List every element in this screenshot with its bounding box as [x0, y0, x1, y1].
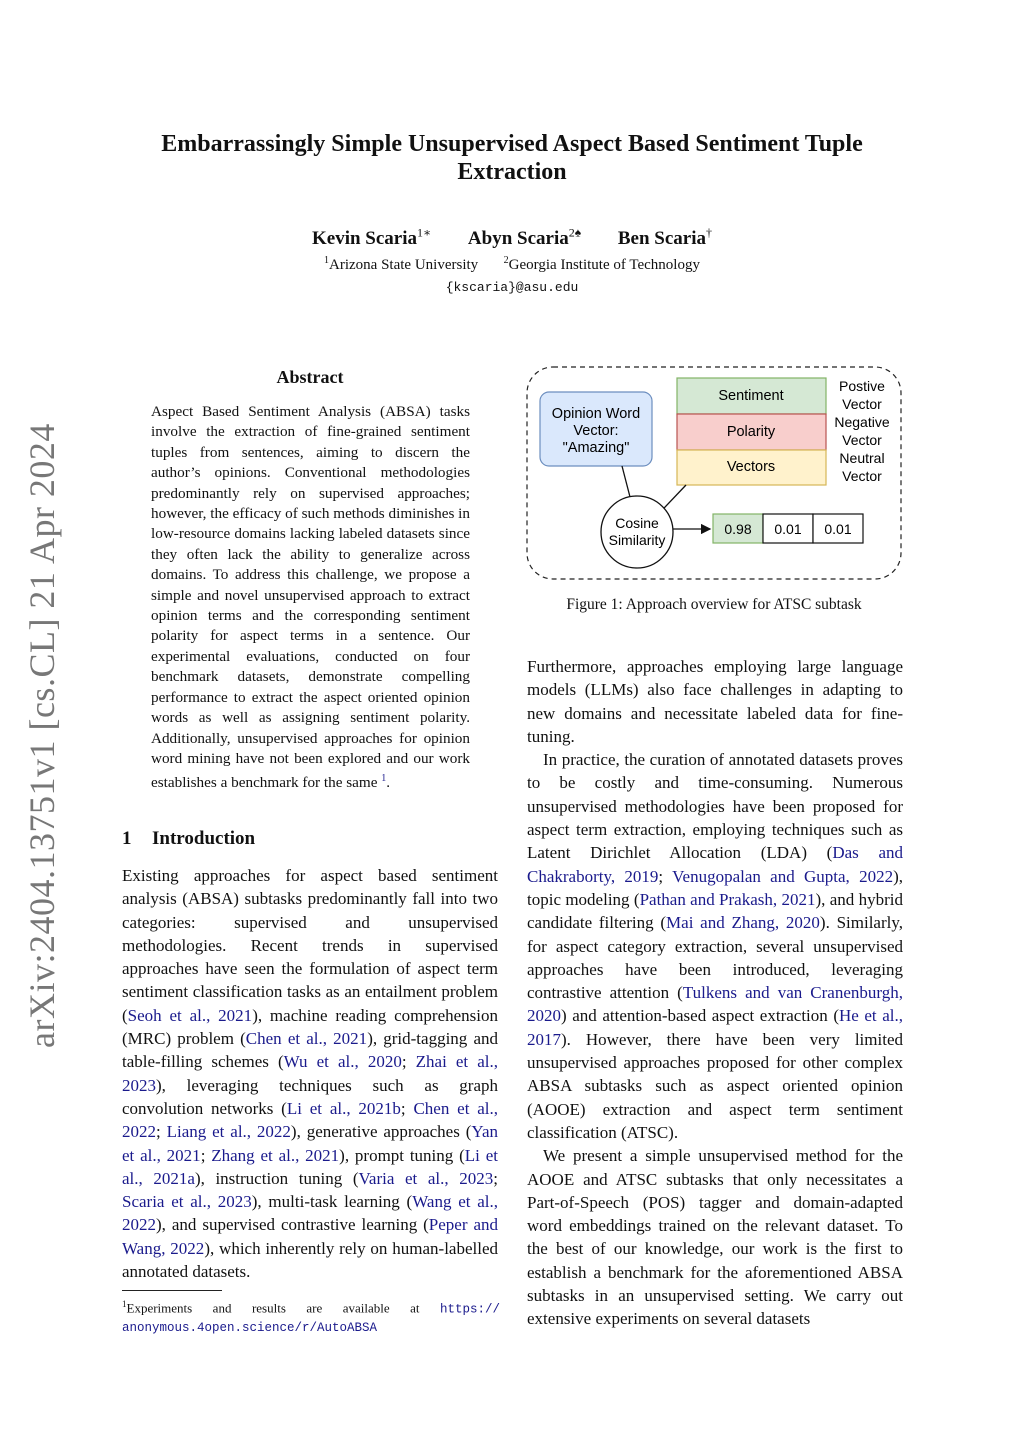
author-3: Ben Scaria†: [617, 226, 713, 250]
citation-link[interactable]: Wang et al., 2022: [122, 1192, 498, 1235]
body-text: ), and hybrid candidate filtering (: [527, 889, 904, 933]
citation-link[interactable]: Seoh et al., 2021: [127, 1005, 253, 1025]
body-text: ;: [493, 1168, 498, 1188]
opinion-box-line-2: Vector:: [573, 423, 619, 439]
body-text: ). However, there have been very limited unsupervised approaches proposed for other complex ABSA subtasks such as aspect oriented opinion (AOOE) extraction and aspect term sentiment classification (ATSC).: [527, 1029, 903, 1142]
paragraph: [527, 655, 903, 748]
body-text: ), and supervised contrastive learning (: [156, 1215, 429, 1235]
abstract-body: Aspect Based Sentiment Analysis (ABSA) tasks involve the extraction of fine-grained sentiment tuples from sentences, aiming to discern the author’s opinions. Conventional methodologies predominantly rely on supervised approaches; however, the efficacy of such methods diminishes in low-resource domains lacking labeled datasets since they often lack the ability to generalize across domains. To address this challenge, we propose a simple and novel unsupervised approach to extract opinion terms and the corresponding sentiment polarity for aspect terms in a sentence. Our experimental evaluations, conducted on four benchmark datasets, demonstrate compelling performance to extract the aspect oriented opinion words as well as assigning sentiment polarity. Additionally, unsupervised approaches for opinion word mining have not been explored and our work establishes a benchmark for the same $^1$.: [151, 403, 470, 792]
citation-link[interactable]: Wu et al., 2020: [283, 1052, 402, 1072]
citation-link[interactable]: Zhai et al., 2023: [122, 1052, 498, 1095]
body-text: ;: [156, 1122, 167, 1142]
stack-label-sentiment: Sentiment: [718, 388, 784, 404]
citation-link[interactable]: Pathan and Prakash, 2021: [639, 889, 816, 909]
citation-link[interactable]: Mai and Zhang, 2020: [666, 913, 820, 933]
body-text: ;: [200, 1145, 212, 1165]
label-positive-vector: Vector: [842, 396, 882, 412]
body-text: Existing approaches for aspect based sentiment analysis (ABSA) subtasks predominantly fall into two categories: supervised and unsupervised methodologies. Recent trends in supervised approaches have seen the formulation of aspect term sentiment classification tasks as an entailment problem (: [122, 866, 498, 1025]
figure-caption: Figure 1: Approach overview for ATSC subtask: [566, 596, 862, 613]
citation-link[interactable]: Scaria et al., 2023: [122, 1192, 252, 1212]
body-text: ), instruction tuning (: [194, 1168, 359, 1188]
citation-link[interactable]: Venugopalan and Gupta, 2022: [672, 866, 894, 886]
paragraph: [527, 748, 903, 1144]
author-2: Abyn Scaria$^{2♠}$: [467, 226, 582, 250]
citation-link[interactable]: Chen et al., 2022: [122, 1098, 498, 1142]
figure-approach-overview: [524, 364, 904, 584]
footnote-link[interactable]: https:// anonymous.4open.science/r/AutoABSA: [122, 1302, 500, 1336]
abstract-heading: Abstract: [276, 367, 344, 387]
body-text: ), prompt tuning (: [339, 1145, 465, 1165]
affiliation-2: Georgia Institute of Technology: [508, 257, 700, 273]
citation-link[interactable]: Tulkens and van Cranenburgh, 2020: [527, 983, 903, 1026]
cosine-label-line-1: Cosine: [615, 515, 659, 531]
section-heading-introduction: 1 Introduction: [122, 828, 256, 849]
citation-link[interactable]: Liang et al., 2022: [166, 1122, 291, 1142]
citation-link[interactable]: Yan et al., 2021: [122, 1122, 498, 1165]
body-text: ). Similarly, for aspect category extraction, several unsupervised approaches have been introduced, leveraging contrastive attention (: [527, 913, 903, 1003]
score-negative: 0.01: [774, 521, 802, 537]
paragraph: [527, 1144, 903, 1330]
opinion-box-line-3: "Amazing": [562, 440, 630, 456]
citation-link[interactable]: Varia et al., 2023: [358, 1168, 494, 1188]
footnote-marker[interactable]: 1: [381, 773, 387, 785]
label-negative-vector: Vector: [842, 432, 882, 448]
opinion-box-line-1: Opinion Word: [551, 406, 641, 422]
body-text: ;: [400, 1098, 414, 1118]
citation-link[interactable]: Zhang et al., 2021: [211, 1145, 340, 1165]
intro-left-column: [122, 864, 498, 1283]
intro-right-column: [527, 655, 903, 1331]
body-text: In practice, the curation of annotated datasets proves to be costly and time-consuming. Numerous unsupervised methodologies have been proposed for aspect term extraction, employing techniques such as Latent Dirichlet Allocation (LDA) (: [527, 750, 903, 863]
footnote-rule: [122, 1290, 222, 1291]
arxiv-sidebar-stamp: arXiv:2404.13751v1 [cs.CL] 21 Apr 2024: [22, 423, 62, 1048]
label-negative: Negative: [834, 414, 890, 430]
score-positive: 0.98: [724, 521, 752, 537]
cosine-label-line-2: Similarity: [608, 532, 666, 548]
label-positive: Postive: [839, 378, 885, 394]
footnote: $^1$Experiments and results are available at https:// anonymous.4open.science/r/AutoABSA: [122, 1299, 500, 1336]
body-text: ), multi-task learning (: [251, 1192, 413, 1212]
stack-label-vectors: Vectors: [726, 459, 776, 475]
body-text: ), topic modeling (: [527, 866, 904, 909]
body-text: ), which inherently rely on human-labelled annotated datasets.: [122, 1238, 498, 1282]
label-neutral-vector: Vector: [842, 468, 882, 484]
citation-link[interactable]: Li et al., 2021a: [122, 1145, 498, 1188]
body-text: We present a simple unsupervised method for the AOOE and ATSC subtasks that only necessitates a Part-of-Speech (POS) tagger and domain-adapted word embeddings trained on the relevant dataset. To the best of our knowledge, our work is the first to establish a benchmark for the aforementioned ABSA subtasks in an unsupervised setting. We carry out extensive experiments on several datasets: [527, 1146, 903, 1329]
body-text: ), generative approaches (: [290, 1122, 472, 1142]
citation-link[interactable]: Peper and Wang, 2022: [122, 1215, 498, 1258]
author-email: {kscaria}@asu.edu: [445, 280, 579, 295]
author-list: [130, 226, 894, 250]
body-text: ;: [401, 1052, 416, 1072]
citation-link[interactable]: Das and Chakraborty, 2019: [527, 843, 903, 886]
paper-title: Embarrassingly Simple Unsupervised Aspect Based Sentiment Tuple Extraction: [161, 131, 863, 185]
body-text: Furthermore, approaches employing large language models (LLMs) also face challenges in adapting to new domains and necessitate labeled data for fine-tuning.: [527, 657, 903, 746]
citation-link[interactable]: He et al., 2017: [527, 1006, 903, 1049]
author-1: Kevin Scaria$^{1∗}$: [311, 226, 432, 250]
label-neutral: Neutral: [839, 450, 885, 466]
stack-label-polarity: Polarity: [726, 424, 776, 440]
body-text: ), machine reading comprehension (MRC) problem (: [122, 1005, 498, 1049]
affiliations: $^1$Arizona State University $^2$Georgia Institute of Technology: [324, 255, 700, 273]
citation-link[interactable]: Li et al., 2021b: [286, 1098, 401, 1118]
score-neutral: 0.01: [824, 521, 852, 537]
body-text: ) and attention-based aspect extraction (: [561, 1006, 839, 1026]
citation-link[interactable]: Chen et al., 2021: [245, 1029, 368, 1049]
affiliation-1: Arizona State University: [329, 257, 479, 273]
body-text: ;: [658, 866, 673, 886]
body-text: ), grid-tagging and table-filling schemes (: [122, 1029, 499, 1072]
body-text: ), leveraging techniques such as graph convolution networks (: [122, 1075, 498, 1118]
